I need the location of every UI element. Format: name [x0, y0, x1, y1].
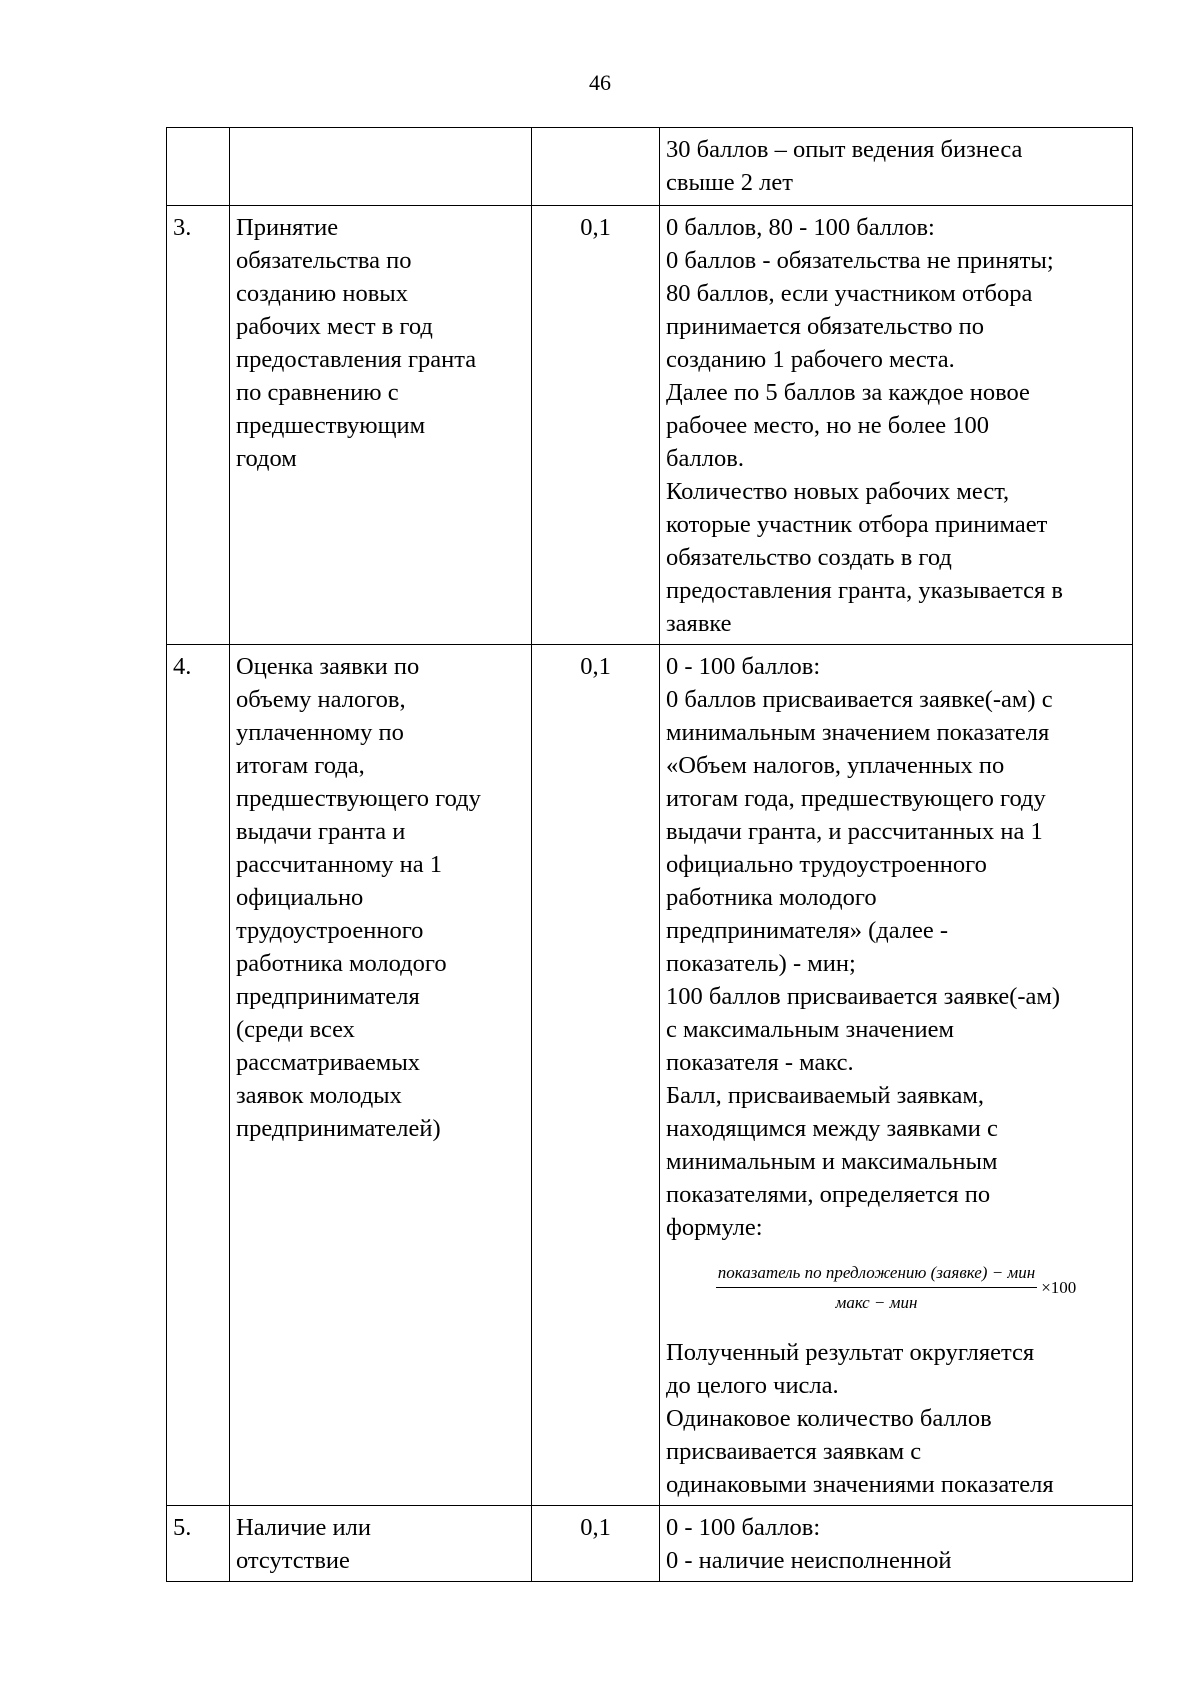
criterion-cell — [230, 645, 532, 1506]
points-line: принимается обязательство по — [666, 313, 985, 340]
criterion-line: предоставления гранта — [236, 346, 477, 373]
weight-cell: 0,1 — [532, 206, 660, 645]
points-line: 80 баллов, если участником отбора — [666, 280, 1033, 307]
points-line: официально трудоустроенного — [666, 851, 987, 878]
points-line: Полученный результат округляется — [666, 1339, 1035, 1366]
points-line: минимальным и максимальным — [666, 1148, 998, 1175]
points-line: выдачи гранта, и рассчитанных на 1 — [666, 818, 1043, 845]
points-line: обязательство создать в год — [666, 544, 952, 571]
formula-denominator: макс − мин — [835, 1293, 918, 1312]
criterion-line: Наличие или — [236, 1514, 372, 1541]
criterion-line: трудоустроенного — [236, 917, 424, 944]
criterion-line: рабочих мест в год — [236, 313, 433, 340]
points-line: Далее по 5 баллов за каждое новое — [666, 379, 1030, 406]
criterion-line: официально — [236, 884, 364, 911]
points-line: баллов. — [666, 445, 744, 472]
points-line: показателя - макс. — [666, 1049, 854, 1076]
criterion-line: по сравнению с — [236, 379, 399, 406]
row-number: 4. — [167, 645, 230, 1506]
table-row — [167, 206, 1133, 645]
row-number: 3. — [167, 206, 230, 645]
points-line: работника молодого — [666, 884, 877, 911]
points-line: находящимся между заявками с — [666, 1115, 998, 1142]
points-line: 0 баллов присваивается заявке(-ам) с — [666, 686, 1053, 713]
points-line: заявке — [666, 610, 732, 637]
formula-numerator: показатель по предложению (заявке) − мин — [716, 1262, 1038, 1288]
weight-cell — [532, 128, 660, 206]
points-line: 0 баллов, 80 - 100 баллов: — [666, 214, 935, 241]
formula-fraction — [716, 1262, 1038, 1314]
criterion-cell — [230, 128, 532, 206]
points-line: присваивается заявкам с — [666, 1438, 922, 1465]
formula-multiplier: ×100 — [1041, 1278, 1077, 1297]
points-line: итогам года, предшествующего году — [666, 785, 1046, 812]
points-cell — [660, 128, 1133, 206]
criterion-line: отсутствие — [236, 1547, 350, 1574]
points-line: до целого числа. — [666, 1372, 839, 1399]
criterion-line: рассчитанному на 1 — [236, 851, 442, 878]
points-line: Одинаковое количество баллов — [666, 1405, 992, 1432]
points-line: 0 - 100 баллов: — [666, 653, 821, 680]
criterion-line: предпринимателей) — [236, 1115, 441, 1142]
criterion-line: созданию новых — [236, 280, 408, 307]
criterion-line: годом — [236, 445, 297, 472]
points-line: «Объем налогов, уплаченных по — [666, 752, 1005, 779]
weight-cell: 0,1 — [532, 645, 660, 1506]
points-line: предпринимателя» (далее - — [666, 917, 949, 944]
criterion-line: Принятие — [236, 214, 339, 241]
row-number — [167, 128, 230, 206]
criterion-line: уплаченному по — [236, 719, 404, 746]
criterion-line: заявок молодых — [236, 1082, 402, 1109]
points-line: 0 - 100 баллов: — [666, 1514, 821, 1541]
criterion-line: Оценка заявки по — [236, 653, 420, 680]
points-line: рабочее место, но не более 100 — [666, 412, 989, 439]
points-line: 0 баллов - обязательства не приняты; — [666, 247, 1054, 274]
points-line: Количество новых рабочих мест, — [666, 478, 1010, 505]
points-line: 0 - наличие неисполненной — [666, 1547, 952, 1574]
points-line: одинаковыми значениями показателя — [666, 1471, 1054, 1498]
criterion-line: предшествующего году — [236, 785, 481, 812]
points-line: Балл, присваиваемый заявкам, — [666, 1082, 985, 1109]
criterion-cell — [230, 1506, 532, 1582]
points-line: формуле: — [666, 1214, 763, 1241]
points-line: с максимальным значением — [666, 1016, 954, 1043]
page-number: 46 — [589, 70, 611, 95]
points-cell — [660, 206, 1133, 645]
row-number: 5. — [167, 1506, 230, 1582]
points-line: показатель) - мин; — [666, 950, 856, 977]
criterion-line: (среди всех — [236, 1016, 355, 1043]
table-row — [167, 1506, 1133, 1582]
points-line: свыше 2 лет — [666, 169, 793, 196]
criteria-table — [166, 127, 1133, 1582]
criterion-line: итогам года, — [236, 752, 365, 779]
criterion-line: предпринимателя — [236, 983, 420, 1010]
table-row — [167, 128, 1133, 206]
weight-cell: 0,1 — [532, 1506, 660, 1582]
criterion-line: предшествующим — [236, 412, 426, 439]
criterion-line: работника молодого — [236, 950, 447, 977]
criterion-cell — [230, 206, 532, 645]
points-line: созданию 1 рабочего места. — [666, 346, 955, 373]
points-line: показателями, определяется по — [666, 1181, 991, 1208]
criterion-line: рассматриваемых — [236, 1049, 421, 1076]
criterion-line: обязательства по — [236, 247, 412, 274]
points-line: предоставления гранта, указывается в — [666, 577, 1064, 604]
points-line: которые участник отбора принимает — [666, 511, 1048, 538]
table-row — [167, 645, 1133, 1506]
score-formula — [666, 1262, 1126, 1314]
criterion-line: выдачи гранта и — [236, 818, 406, 845]
criterion-line: объему налогов, — [236, 686, 406, 713]
points-line: 100 баллов присваивается заявке(-ам) — [666, 983, 1061, 1010]
points-cell — [660, 645, 1133, 1506]
points-cell — [660, 1506, 1133, 1582]
points-line: минимальным значением показателя — [666, 719, 1050, 746]
points-line: 30 баллов – опыт ведения бизнеса — [666, 136, 1023, 163]
